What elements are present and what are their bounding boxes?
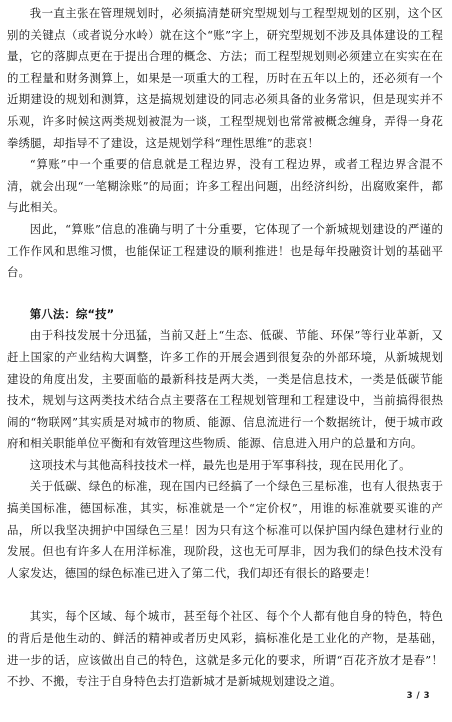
page-number: 3 / 3 — [406, 691, 430, 701]
paragraph-planning-types: 我一直主张在管理规划时，必须搞清楚研究型规划与工程型规划的区别，这个区别的关键点（或者说分水岭）就在这个“账”字上，研究型规划不涉及具体建设的工程量，它的落脚点更在于提出合理的概念、方法；而工程型规划则必须建立在实实在在的工程量和财务测算上，如果是一项重大的工程，历时在五年以上的，还必须有一个近期建设的规划和测算，这是搞规划建设的同志必须具备的业务常识，但是现实并不乐观，许多时候这两类规划被混为一谈，工程型规划也常常被概念缠身，弄得一身花拳绣腿，却指导不了建设，这是规划学科“理性思维”的悲哀！ — [7, 6, 443, 150]
section-heading: 第八法：综“技” — [29, 306, 115, 321]
paragraph-green-standards: 关于低碳、绿色的标准，现在国内已经搞了一个绿色三星标准，也有人很热衷于搞美国标准，德国标准，其实，标准就是一个“定价权”，用谁的标准就要买谁的产品，所以我坚决拥护中国绿色三星！因为只有这个标准可以保护国内绿色建材行业的发展。但也有许多人在用洋标准，现阶段，这也无可厚非，因为我们的绿色技术没有人家发达，德国的绿色标准已进入了第二代，我们却还有很长的路要走！ — [7, 479, 443, 580]
paragraph-closing-characteristics: 其实，每个区域、每个城市，甚至每个社区、每个个人都有他自身的特色，特色的背后是他生动的、鲜活的精神或者历史风彩，搞标准化是工业化的产物，是基础，进一步的话，应该做出自己的特色，这就是多元化的要求，所谓“百花齐放才是春”！不抄、不搬，专注于自身特色去打造新城才是新城规划建设之道。 — [7, 609, 443, 689]
document-body — [7, 3, 443, 693]
closing-spacer — [7, 584, 443, 606]
paragraph-accounting-importance: 因此，“算账”信息的准确与明了十分重要，它体现了一个新城规划建设的严谨的工作作风和思维习惯，也能保证工程建设的顺利推进！也是每年投融资计划的基础平台。 — [7, 221, 443, 280]
paragraph-military-origin: 这项技术与其他高科技技术一样，最先也是用于军事科技，现在民用化了。 — [29, 457, 411, 472]
paragraph-technology-trends: 由于科技发展十分迅猛，当前又赶上“生态、低碳、节能、环保”等行业革新，又赶上国家的产业结构大调整，许多工作的开展会遇到很复杂的外部环境，从新城规划建设的角度出发，主要面临的最新科技是两大类，一类是信息技术，一类是低碳节能技术，规划与这两类技术结合点主要落在工程规划管理和工程建设中，当前搞得很热闹的“物联网”其实质是对城市的物质、能源、信息流进行一个数据统计，便于城市政府和相关职能单位平衡和有效管理这些物质、能源、信息进入用户的总量和方向。 — [7, 328, 443, 451]
paragraph-engineering-boundary: “算账”中一个重要的信息就是工程边界，没有工程边界，或者工程边界含混不清，就会出现“一笔糊涂账”的局面；许多工程出问题，出经济纠纷，出腐败案件，都与此相关。 — [7, 157, 443, 215]
section-spacer — [7, 284, 443, 304]
